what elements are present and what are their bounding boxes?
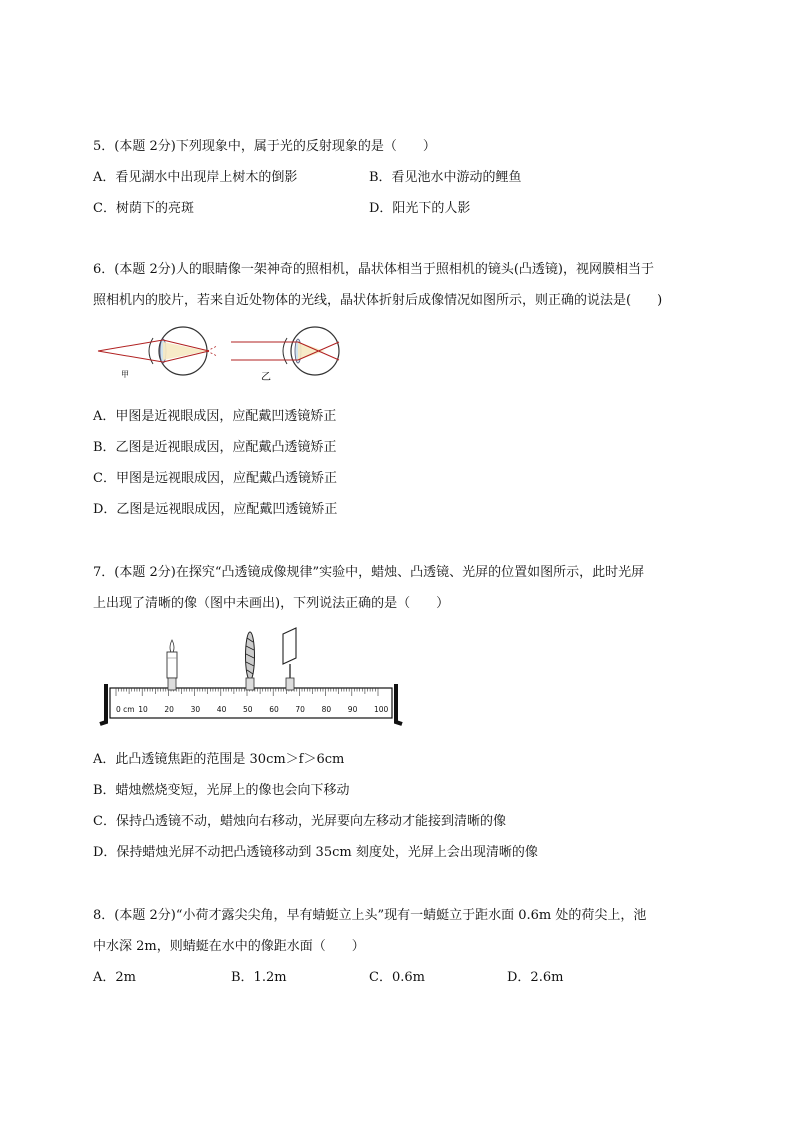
q8-option-d: D．2.6m	[507, 970, 564, 985]
light-screen	[283, 628, 296, 690]
q5-option-d: D．阳光下的人影	[369, 201, 471, 216]
q8-option-b: B．1.2m	[231, 970, 287, 985]
ruler-label: 80	[321, 705, 332, 714]
bench-left-stand	[100, 684, 106, 724]
candle	[167, 640, 177, 690]
q6-stem-line1: 6．(本题 2分)人的眼睛像一架神奇的照相机，晶状体相当于照相机的镜头(凸透镜)，视网膜相当于	[93, 262, 654, 277]
convex-lens	[246, 632, 255, 690]
ruler-label: 50	[243, 705, 253, 714]
eye-diagram-jia	[98, 327, 217, 375]
ruler-label: 90	[347, 705, 358, 714]
q7-option-d: D．保持蜡烛光屏不动把凸透镜移动到 35cm 刻度处，光屏上会出现清晰的像	[93, 845, 538, 860]
q6-option-c: C．甲图是远视眼成因，应配戴凸透镜矫正	[93, 471, 337, 486]
q7-stem-line2: 上出现了清晰的像（图中未画出)，下列说法正确的是（ ）	[93, 596, 450, 611]
q5-option-c: C．树荫下的亮斑	[93, 201, 194, 216]
q5-option-a: A．看见湖水中出现岸上树木的倒影	[93, 170, 298, 185]
optical-bench-figure	[96, 624, 408, 728]
q5-option-b: B．看见池水中游动的鲤鱼	[369, 170, 522, 185]
eye-diagram	[93, 322, 353, 384]
q7-stem-line1: 7．(本题 2分)在探究“凸透镜成像规律”实验中，蜡烛、凸透镜、光屏的位置如图所示，此时光屏	[93, 565, 645, 580]
ruler-label: 30	[190, 705, 201, 714]
eye-label-yi: 乙	[261, 372, 271, 383]
q7-option-a: A．此凸透镜焦距的范围是 30cm＞f＞6cm	[93, 752, 345, 767]
ruler-label: 0 cm	[116, 705, 135, 714]
ruler-label: 70	[295, 705, 305, 714]
ruler-label: 40	[216, 705, 227, 714]
q6-stem-line2: 照相机内的胶片，若来自近处物体的光线，晶状体折射后成像情况如图所示，则正确的说法是( )	[93, 293, 663, 308]
q6-option-a: A．甲图是近视眼成因，应配戴凹透镜矫正	[93, 409, 337, 424]
q8-option-a: A．2m	[93, 970, 136, 985]
q5-stem: 5．(本题 2分)下列现象中，属于光的反射现象的是（ ）	[93, 139, 436, 154]
bench-right-stand	[396, 684, 402, 724]
ruler-label: 60	[269, 705, 279, 714]
q6-option-b: B．乙图是近视眼成因，应配戴凸透镜矫正	[93, 440, 337, 455]
ruler-label: 10	[138, 705, 148, 714]
eye-diagram-yi	[231, 327, 339, 375]
ruler-label: 20	[164, 705, 174, 714]
q8-stem-line2: 中水深 2m，则蜻蜓在水中的像距水面（ ）	[93, 939, 365, 954]
q8-stem-line1: 8．(本题 2分)“小荷才露尖尖角，早有蜻蜓立上头”现有一蜻蜓立于距水面 0.6m 处的荷尖上，池	[93, 908, 647, 923]
eye-label-jia: 甲	[121, 370, 129, 379]
ruler-label: 100	[374, 705, 389, 714]
q7-option-b: B．蜡烛燃烧变短，光屏上的像也会向下移动	[93, 783, 350, 798]
q8-option-c: C．0.6m	[369, 970, 425, 985]
q7-option-c: C．保持凸透镜不动，蜡烛向右移动，光屏要向左移动才能接到清晰的像	[93, 814, 506, 829]
q6-option-d: D．乙图是远视眼成因，应配戴凹透镜矫正	[93, 502, 338, 517]
